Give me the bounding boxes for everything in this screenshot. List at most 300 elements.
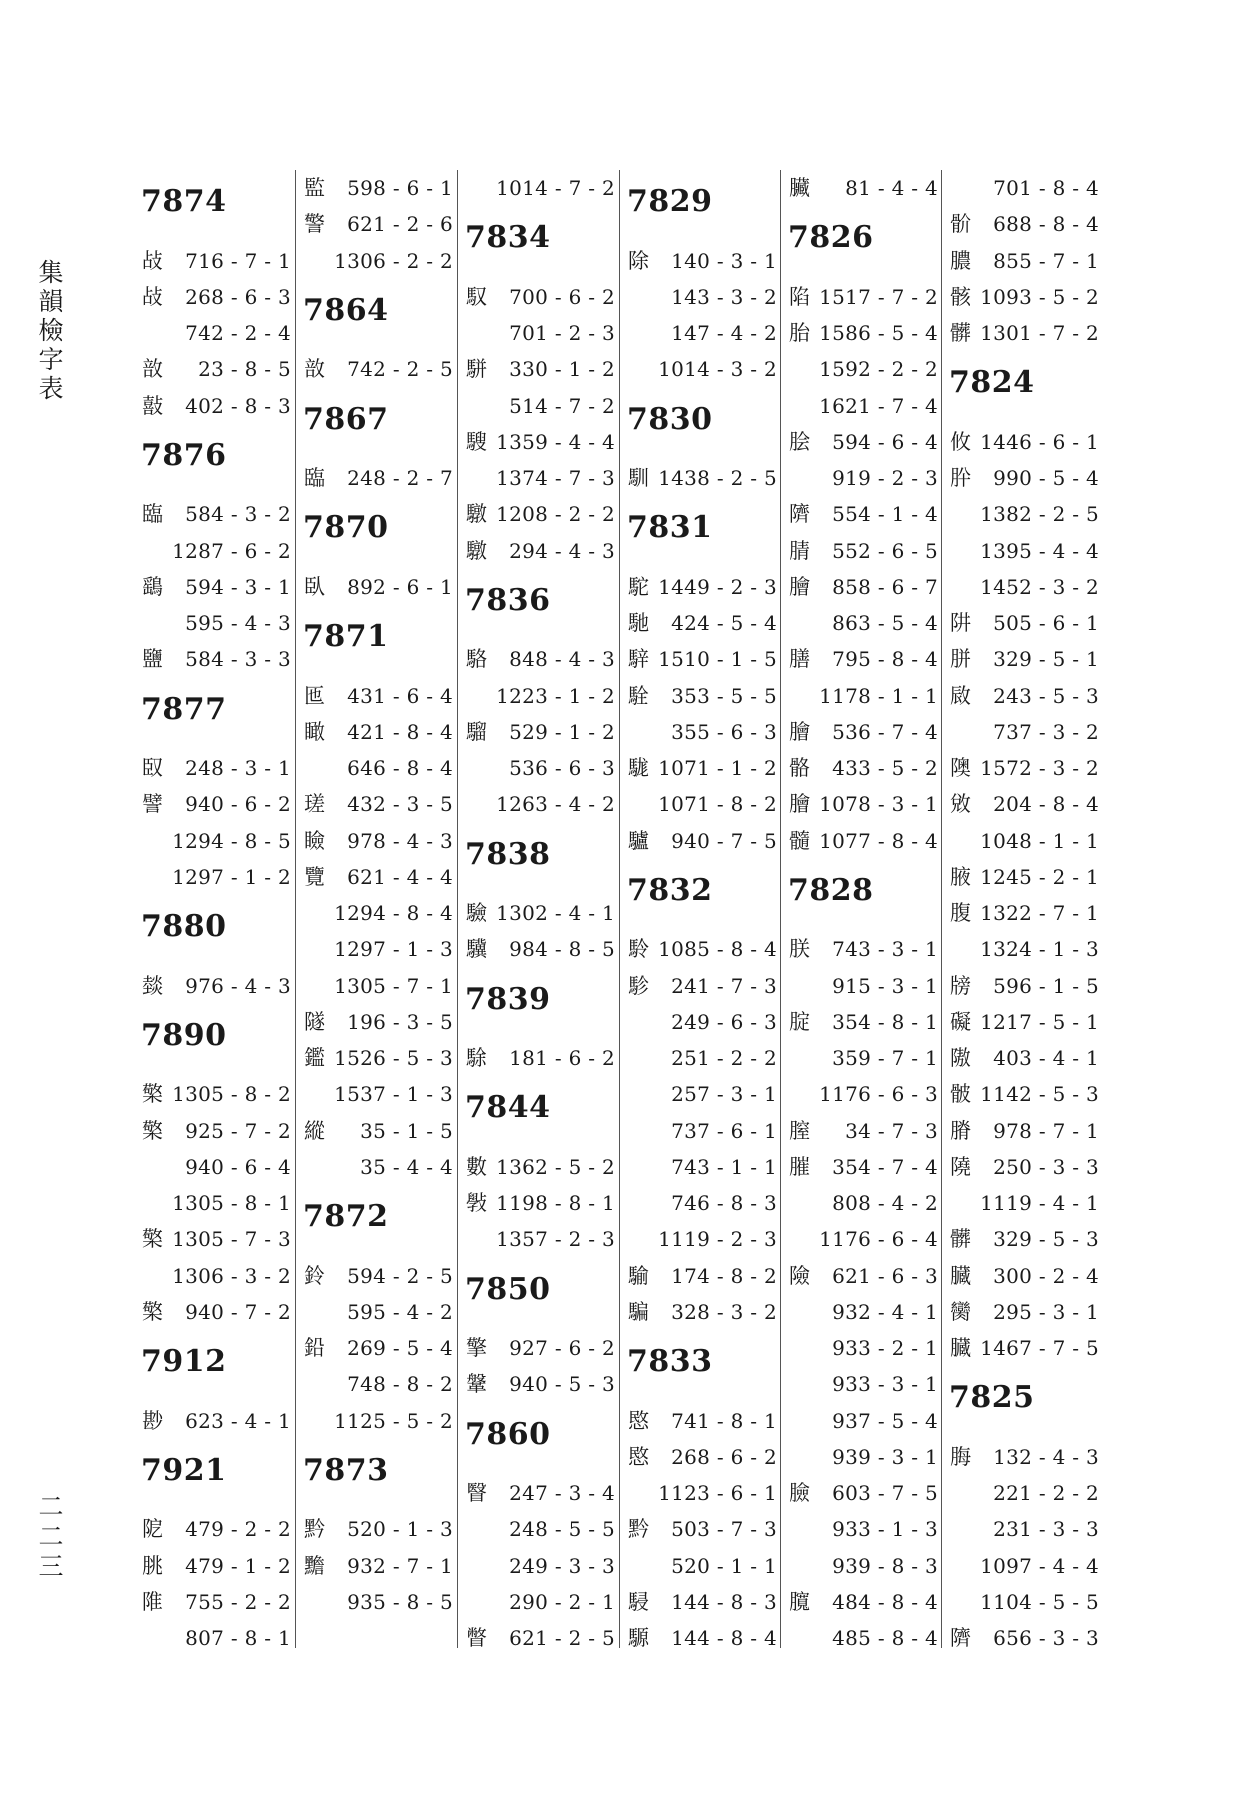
entry-reference: 147 - 4 - 2 xyxy=(671,321,777,345)
entry-reference: 35 - 1 - 5 xyxy=(360,1118,453,1143)
index-entry xyxy=(942,1004,1103,1040)
entry-character: 騪 xyxy=(466,429,487,454)
entry-character: 騂 xyxy=(628,647,649,672)
entry-character: 馴 xyxy=(628,466,649,490)
index-entry xyxy=(134,641,295,677)
entry-reference: 196 - 3 - 5 xyxy=(347,1009,453,1034)
entry-reference: 1362 - 5 - 2 xyxy=(496,1154,615,1179)
index-entry xyxy=(620,243,781,279)
entry-character: 膾 xyxy=(789,574,810,599)
index-entry xyxy=(458,315,619,351)
index-entry xyxy=(458,1149,619,1185)
entry-reference: 584 - 3 - 2 xyxy=(185,502,291,527)
entry-reference: 935 - 8 - 5 xyxy=(347,1589,453,1614)
entry-reference: 249 - 6 - 3 xyxy=(671,1009,777,1034)
index-table xyxy=(134,170,1102,1648)
index-entry xyxy=(296,1366,457,1402)
index-entry xyxy=(134,1113,295,1149)
code-heading xyxy=(134,1004,295,1077)
index-column-4 xyxy=(620,170,781,1648)
code-heading xyxy=(134,1439,295,1512)
entry-reference: 248 - 5 - 5 xyxy=(509,1517,615,1542)
index-entry xyxy=(296,1511,457,1547)
entry-reference: 329 - 5 - 3 xyxy=(993,1227,1099,1252)
entry-reference: 584 - 3 - 3 xyxy=(185,647,291,672)
entry-character: 鷂 xyxy=(142,574,163,599)
index-entry xyxy=(620,1258,781,1294)
index-entry xyxy=(942,206,1103,242)
index-entry xyxy=(458,678,619,714)
entry-character: 臠 xyxy=(950,1299,971,1324)
index-column-2 xyxy=(296,170,457,1648)
entry-reference: 990 - 5 - 4 xyxy=(993,466,1099,490)
entry-reference: 743 - 1 - 1 xyxy=(671,1154,777,1179)
entry-character: 髒 xyxy=(950,1227,971,1252)
four-corner-code: 7832 xyxy=(627,872,713,908)
four-corner-code: 7834 xyxy=(465,220,551,256)
four-corner-code: 7880 xyxy=(141,909,227,944)
index-entry xyxy=(942,1330,1103,1366)
entry-character: 黔 xyxy=(304,1517,325,1542)
index-entry xyxy=(458,1366,619,1402)
entry-reference: 353 - 5 - 5 xyxy=(671,683,777,708)
entry-reference: 1097 - 4 - 4 xyxy=(980,1553,1099,1578)
entry-reference: 1071 - 8 - 2 xyxy=(658,792,777,817)
index-entry xyxy=(620,315,781,351)
entry-character: 隮 xyxy=(950,1626,971,1650)
four-corner-code: 7826 xyxy=(788,220,874,256)
entry-reference: 35 - 4 - 4 xyxy=(360,1154,453,1179)
four-corner-code: 7824 xyxy=(949,365,1035,401)
entry-reference: 755 - 2 - 2 xyxy=(185,1589,291,1614)
entry-character: 腈 xyxy=(789,538,810,563)
index-entry xyxy=(296,859,457,895)
entry-character: 騟 xyxy=(628,1263,649,1288)
entry-character: 瞖 xyxy=(466,1481,487,1505)
index-entry xyxy=(942,750,1103,786)
entry-reference: 520 - 1 - 3 xyxy=(347,1517,453,1542)
index-entry xyxy=(781,1004,942,1040)
entry-reference: 181 - 6 - 2 xyxy=(509,1046,615,1070)
entry-reference: 140 - 3 - 1 xyxy=(671,248,777,273)
entry-reference: 174 - 8 - 2 xyxy=(671,1263,777,1288)
entry-reference: 621 - 2 - 5 xyxy=(509,1626,615,1650)
index-entry xyxy=(458,1185,619,1221)
entry-reference: 257 - 3 - 1 xyxy=(671,1082,777,1107)
entry-reference: 1245 - 2 - 1 xyxy=(980,864,1099,889)
entry-reference: 432 - 3 - 5 xyxy=(347,792,453,817)
index-entry xyxy=(781,714,942,750)
index-entry xyxy=(942,1185,1103,1221)
index-entry xyxy=(620,786,781,822)
entry-character: 腚 xyxy=(789,1009,810,1034)
page-number: 二 二 三 xyxy=(38,1492,64,1581)
entry-reference: 1048 - 1 - 1 xyxy=(980,828,1099,853)
entry-character: 黵 xyxy=(304,1553,325,1578)
index-entry xyxy=(620,750,781,786)
entry-reference: 1305 - 8 - 1 xyxy=(172,1191,291,1215)
index-entry xyxy=(942,1076,1103,1112)
index-entry xyxy=(942,714,1103,750)
index-entry xyxy=(296,1258,457,1294)
index-entry xyxy=(942,1584,1103,1620)
four-corner-code: 7912 xyxy=(141,1344,227,1379)
entry-reference: 81 - 4 - 4 xyxy=(845,176,938,200)
entry-character: 瑳 xyxy=(304,792,325,817)
index-entry xyxy=(134,569,295,605)
entry-reference: 1142 - 5 - 3 xyxy=(980,1082,1099,1107)
index-entry xyxy=(134,496,295,532)
entry-character: 攸 xyxy=(950,429,971,454)
entry-character: 隞 xyxy=(950,1046,971,1070)
entry-reference: 737 - 6 - 1 xyxy=(671,1118,777,1143)
entry-reference: 1294 - 8 - 4 xyxy=(334,901,453,925)
index-entry xyxy=(620,1439,781,1475)
entry-reference: 1510 - 1 - 5 xyxy=(658,647,777,672)
entry-character: 敨 xyxy=(142,357,163,382)
index-entry xyxy=(781,641,942,677)
entry-character: 鈴 xyxy=(304,1263,325,1288)
index-entry xyxy=(781,1439,942,1475)
entry-reference: 268 - 6 - 3 xyxy=(185,284,291,309)
entry-character: 膿 xyxy=(950,248,971,273)
index-entry xyxy=(620,823,781,859)
index-entry xyxy=(781,1221,942,1257)
entry-character: 騙 xyxy=(628,1299,649,1324)
entry-reference: 1359 - 4 - 4 xyxy=(496,429,615,454)
index-entry xyxy=(296,895,457,931)
index-entry xyxy=(781,931,942,967)
index-entry xyxy=(134,1258,295,1294)
index-entry xyxy=(296,460,457,496)
four-corner-code: 7860 xyxy=(465,1416,551,1452)
code-heading xyxy=(620,1330,781,1403)
entry-reference: 479 - 2 - 2 xyxy=(185,1517,291,1542)
code-heading xyxy=(458,968,619,1041)
entry-reference: 646 - 8 - 4 xyxy=(347,756,453,780)
entry-character: 肸 xyxy=(950,466,971,490)
entry-reference: 359 - 7 - 1 xyxy=(832,1046,938,1070)
index-entry xyxy=(620,1511,781,1547)
index-entry xyxy=(458,1040,619,1076)
entry-reference: 927 - 6 - 2 xyxy=(509,1336,615,1360)
entry-character: 尠 xyxy=(142,1408,163,1433)
entry-reference: 1446 - 6 - 1 xyxy=(980,429,1099,454)
index-entry xyxy=(942,895,1103,931)
entry-reference: 746 - 8 - 3 xyxy=(671,1191,777,1215)
index-entry xyxy=(620,351,781,387)
entry-reference: 940 - 6 - 4 xyxy=(185,1154,291,1179)
entry-character: 除 xyxy=(628,248,649,273)
entry-reference: 248 - 3 - 1 xyxy=(185,756,291,780)
index-entry xyxy=(942,859,1103,895)
index-entry xyxy=(296,1149,457,1185)
index-entry xyxy=(781,388,942,424)
entry-reference: 1305 - 8 - 2 xyxy=(172,1082,291,1107)
index-entry xyxy=(620,968,781,1004)
index-entry xyxy=(458,1221,619,1257)
code-heading xyxy=(296,388,457,461)
index-entry xyxy=(781,1185,942,1221)
entry-reference: 915 - 3 - 1 xyxy=(832,973,938,998)
index-entry xyxy=(296,1076,457,1112)
entry-reference: 1572 - 3 - 2 xyxy=(980,756,1099,780)
index-entry xyxy=(942,243,1103,279)
entry-character: 膾 xyxy=(789,719,810,744)
entry-reference: 268 - 6 - 2 xyxy=(671,1444,777,1469)
code-heading xyxy=(942,351,1103,424)
index-entry xyxy=(134,1294,295,1330)
entry-reference: 143 - 3 - 2 xyxy=(671,284,777,309)
entry-character: 駱 xyxy=(466,647,487,672)
entry-character: 骼 xyxy=(789,756,810,780)
index-entry xyxy=(781,1511,942,1547)
index-entry xyxy=(942,424,1103,460)
entry-reference: 241 - 7 - 3 xyxy=(671,973,777,998)
code-heading xyxy=(620,388,781,461)
entry-character: 腹 xyxy=(950,901,971,925)
entry-character: 駼 xyxy=(466,1046,487,1070)
entry-reference: 1123 - 6 - 1 xyxy=(658,1481,777,1505)
entry-character: 脍 xyxy=(789,429,810,454)
entry-reference: 231 - 3 - 3 xyxy=(993,1517,1099,1542)
index-entry xyxy=(458,351,619,387)
entry-character: 驐 xyxy=(466,538,487,563)
entry-character: 檠 xyxy=(142,1227,163,1252)
entry-character: 鉛 xyxy=(304,1336,325,1360)
index-entry xyxy=(942,1511,1103,1547)
entry-character: 瞰 xyxy=(304,719,325,744)
index-entry xyxy=(781,315,942,351)
entry-character: 朓 xyxy=(142,1553,163,1578)
index-entry xyxy=(620,1040,781,1076)
index-entry xyxy=(458,714,619,750)
entry-reference: 621 - 4 - 4 xyxy=(347,864,453,889)
index-entry xyxy=(134,1584,295,1620)
entry-reference: 623 - 4 - 1 xyxy=(185,1408,291,1433)
index-entry xyxy=(134,243,295,279)
index-entry xyxy=(620,1620,781,1656)
index-entry xyxy=(458,279,619,315)
entry-character: 駹 xyxy=(628,756,649,780)
entry-reference: 984 - 8 - 5 xyxy=(509,937,615,962)
index-entry xyxy=(620,279,781,315)
index-entry xyxy=(942,315,1103,351)
entry-character: 臥 xyxy=(304,574,325,599)
four-corner-code: 7876 xyxy=(141,437,227,473)
entry-reference: 940 - 6 - 2 xyxy=(185,792,291,817)
index-entry xyxy=(458,750,619,786)
index-entry xyxy=(620,1548,781,1584)
index-entry xyxy=(781,460,942,496)
index-entry xyxy=(781,170,942,206)
entry-character: 臨 xyxy=(142,502,163,527)
index-entry xyxy=(134,1403,295,1439)
index-entry xyxy=(620,1584,781,1620)
index-entry xyxy=(620,460,781,496)
entry-character: 臓 xyxy=(950,1336,971,1360)
entry-reference: 1176 - 6 - 4 xyxy=(819,1227,938,1252)
entry-character: 髓 xyxy=(789,828,810,853)
entry-character: 鹽 xyxy=(142,647,163,672)
entry-character: 敓 xyxy=(950,792,971,817)
entry-reference: 1078 - 3 - 1 xyxy=(819,792,938,817)
index-entry xyxy=(458,388,619,424)
index-entry xyxy=(134,1076,295,1112)
index-entry xyxy=(458,1475,619,1511)
entry-reference: 1301 - 7 - 2 xyxy=(980,321,1099,345)
entry-reference: 940 - 7 - 2 xyxy=(185,1299,291,1324)
entry-reference: 1586 - 5 - 4 xyxy=(819,321,938,345)
entry-character: 駝 xyxy=(628,574,649,599)
index-entry xyxy=(296,968,457,1004)
entry-reference: 1297 - 1 - 2 xyxy=(172,864,291,889)
entry-reference: 536 - 7 - 4 xyxy=(832,719,938,744)
entry-character: 驢 xyxy=(628,828,649,853)
index-entry xyxy=(942,1439,1103,1475)
entry-reference: 594 - 2 - 5 xyxy=(347,1263,453,1288)
entry-character: 陷 xyxy=(789,284,810,309)
code-heading xyxy=(134,170,295,243)
entry-character: 敁 xyxy=(142,284,163,309)
entry-reference: 808 - 4 - 2 xyxy=(832,1191,938,1215)
four-corner-code: 7870 xyxy=(303,510,389,546)
index-entry xyxy=(781,569,942,605)
four-corner-code: 7874 xyxy=(141,184,227,219)
entry-character: 黔 xyxy=(628,1517,649,1542)
index-entry xyxy=(942,1620,1103,1656)
entry-reference: 978 - 4 - 3 xyxy=(347,828,453,853)
entry-character: 敁 xyxy=(142,248,163,273)
entry-reference: 1382 - 2 - 5 xyxy=(980,502,1099,527)
index-entry xyxy=(458,1584,619,1620)
entry-character: 警 xyxy=(304,212,325,237)
index-entry xyxy=(781,533,942,569)
index-entry xyxy=(942,1113,1103,1149)
entry-character: 瞥 xyxy=(466,1626,487,1650)
entry-reference: 795 - 8 - 4 xyxy=(832,647,938,672)
entry-character: 敼 xyxy=(142,393,163,418)
entry-reference: 1621 - 7 - 4 xyxy=(819,393,938,418)
entry-reference: 742 - 2 - 5 xyxy=(347,357,453,382)
code-heading xyxy=(134,678,295,751)
entry-reference: 552 - 6 - 5 xyxy=(832,538,938,563)
entry-reference: 144 - 8 - 4 xyxy=(671,1626,777,1650)
entry-reference: 939 - 8 - 3 xyxy=(832,1553,938,1578)
entry-character: 陮 xyxy=(142,1589,163,1614)
entry-reference: 937 - 5 - 4 xyxy=(832,1408,938,1433)
entry-reference: 594 - 6 - 4 xyxy=(832,429,938,454)
index-entry xyxy=(134,968,295,1004)
entry-reference: 251 - 2 - 2 xyxy=(671,1046,777,1070)
entry-reference: 1357 - 2 - 3 xyxy=(496,1227,615,1252)
entry-reference: 424 - 5 - 4 xyxy=(671,611,777,635)
entry-reference: 1223 - 1 - 2 xyxy=(496,683,615,708)
entry-reference: 1305 - 7 - 3 xyxy=(172,1227,291,1252)
four-corner-code: 7890 xyxy=(141,1017,227,1053)
entry-reference: 514 - 7 - 2 xyxy=(509,393,615,418)
index-entry xyxy=(296,678,457,714)
index-entry xyxy=(942,605,1103,641)
index-entry xyxy=(781,1258,942,1294)
index-entry xyxy=(458,533,619,569)
index-entry xyxy=(458,1511,619,1547)
index-entry xyxy=(458,1620,619,1656)
index-entry xyxy=(458,1548,619,1584)
four-corner-code: 7850 xyxy=(465,1271,551,1307)
index-entry xyxy=(134,279,295,315)
entry-character: 駸 xyxy=(628,1589,649,1614)
entry-character: 擎 xyxy=(466,1336,487,1360)
entry-reference: 290 - 2 - 1 xyxy=(509,1589,615,1614)
entry-reference: 1294 - 8 - 5 xyxy=(172,828,291,853)
index-entry xyxy=(620,1294,781,1330)
index-entry xyxy=(296,931,457,967)
entry-character: 胎 xyxy=(789,321,810,345)
entry-character: 腋 xyxy=(950,864,971,889)
entry-reference: 858 - 6 - 7 xyxy=(832,574,938,599)
index-entry xyxy=(781,1294,942,1330)
index-entry xyxy=(942,786,1103,822)
entry-character: 瞼 xyxy=(304,828,325,853)
entry-character: 鞶 xyxy=(466,1372,487,1397)
entry-reference: 1263 - 4 - 2 xyxy=(496,792,615,817)
entry-character: 縱 xyxy=(304,1118,325,1143)
entry-reference: 1592 - 2 - 2 xyxy=(819,357,938,382)
index-entry xyxy=(781,1366,942,1402)
code-heading xyxy=(458,206,619,279)
entry-character: 驐 xyxy=(466,502,487,527)
code-heading xyxy=(458,569,619,642)
index-entry xyxy=(296,750,457,786)
index-entry xyxy=(134,605,295,641)
entry-character: 數 xyxy=(466,1154,487,1179)
entry-reference: 742 - 2 - 4 xyxy=(185,321,291,345)
index-entry xyxy=(781,678,942,714)
entry-character: 驥 xyxy=(466,937,487,962)
entry-reference: 976 - 4 - 3 xyxy=(185,973,291,998)
entry-character: 騮 xyxy=(466,719,487,744)
index-entry xyxy=(620,1221,781,1257)
four-corner-code: 7844 xyxy=(465,1090,551,1126)
index-entry xyxy=(458,170,619,206)
index-entry xyxy=(134,859,295,895)
entry-reference: 1449 - 2 - 3 xyxy=(658,574,777,599)
entry-reference: 330 - 1 - 2 xyxy=(509,357,615,382)
entry-character: 隩 xyxy=(950,756,971,780)
entry-reference: 688 - 8 - 4 xyxy=(993,212,1099,237)
index-entry xyxy=(781,496,942,532)
index-entry xyxy=(296,569,457,605)
code-heading xyxy=(296,1185,457,1258)
entry-reference: 484 - 8 - 4 xyxy=(832,1589,938,1614)
index-entry xyxy=(296,1294,457,1330)
entry-character: 覽 xyxy=(304,864,325,889)
index-entry xyxy=(620,1076,781,1112)
entry-reference: 505 - 6 - 1 xyxy=(993,611,1099,635)
index-entry xyxy=(134,1149,295,1185)
index-entry xyxy=(134,1548,295,1584)
index-entry xyxy=(942,641,1103,677)
entry-reference: 748 - 8 - 2 xyxy=(347,1372,453,1397)
index-entry xyxy=(134,533,295,569)
index-entry xyxy=(620,569,781,605)
entry-reference: 741 - 8 - 1 xyxy=(671,1408,777,1433)
entry-reference: 1526 - 5 - 3 xyxy=(334,1046,453,1070)
entry-reference: 1014 - 3 - 2 xyxy=(658,357,777,382)
entry-character: 駩 xyxy=(628,683,649,708)
entry-reference: 919 - 2 - 3 xyxy=(832,466,938,490)
